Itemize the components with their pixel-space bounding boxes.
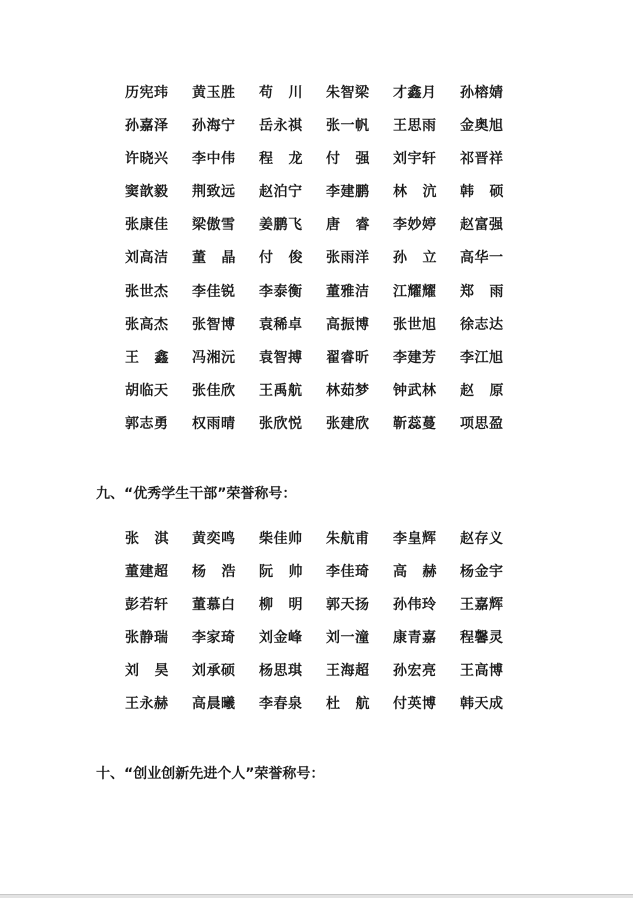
name-cell: 金奥旭 [460,118,504,135]
name-cell: 郭天扬 [326,597,370,614]
name-cell: 付英博 [393,696,437,713]
name-cell: 李妙婷 [393,217,437,234]
name-cell: 康青嘉 [393,630,437,647]
name-cell: 胡临天 [125,382,169,399]
name-cell: 韩天成 [460,696,504,713]
name-cell: 岳永祺 [259,118,303,135]
name-cell: 才鑫月 [393,85,437,101]
name-cell: 孙宏亮 [393,663,437,680]
name-cell: 张建欣 [326,415,370,432]
name-cell: 孙 立 [393,250,437,267]
name-cell: 柳 明 [259,597,303,614]
name-cell: 张康佳 [125,217,169,234]
name-cell: 杜 航 [326,696,370,713]
name-cell: 杨 浩 [192,564,236,581]
name-cell: 王禹航 [259,382,303,399]
name-cell: 朱智梁 [326,85,370,101]
name-cell: 权雨晴 [192,415,236,432]
name-cell: 祁晋祥 [460,151,504,168]
name-cell: 王嘉辉 [460,597,504,614]
name-cell: 韩 硕 [460,184,504,201]
name-cell: 董雅洁 [326,283,370,300]
name-cell: 王海超 [326,663,370,680]
name-cell: 朱航甫 [326,531,370,547]
name-cell: 赵泊宁 [259,184,303,201]
name-cell: 李中伟 [192,151,236,168]
name-cell: 梁傲雪 [192,217,236,234]
name-cell: 袁智搏 [259,349,303,366]
name-cell: 刘宇轩 [393,151,437,168]
name-cell: 张高杰 [125,316,169,333]
name-list-continued [125,77,504,441]
name-cell: 李佳锐 [192,283,236,300]
name-cell: 靳蕊蔓 [393,415,437,432]
name-cell: 王高博 [460,663,504,680]
name-cell: 窦歆毅 [125,184,169,201]
name-cell: 王 鑫 [125,349,169,366]
name-cell: 许晓兴 [125,151,169,168]
page-bottom-edge [0,894,633,898]
name-cell: 孙嘉泽 [125,118,169,135]
name-cell: 杨金宇 [460,564,504,581]
name-cell: 张雨洋 [326,250,370,267]
name-cell: 刘高洁 [125,250,169,267]
name-cell: 江耀耀 [393,283,437,300]
name-cell: 李家琦 [192,630,236,647]
name-cell: 董慕白 [192,597,236,614]
name-cell: 赵存义 [460,531,504,547]
name-cell: 李建芳 [393,349,437,366]
name-cell: 李泰衡 [259,283,303,300]
name-cell: 唐 睿 [326,217,370,234]
name-cell: 黄玉胜 [192,85,236,101]
name-cell: 刘 昊 [125,663,169,680]
name-cell: 董建超 [125,564,169,581]
name-cell: 张 淇 [125,531,169,547]
name-cell: 高振博 [326,316,370,333]
name-cell: 刘金峰 [259,630,303,647]
name-cell: 李建鹏 [326,184,370,201]
name-cell: 项思盈 [460,415,504,432]
name-cell: 黄奕鸣 [192,531,236,547]
name-cell: 郭志勇 [125,415,169,432]
name-cell: 刘一潼 [326,630,370,647]
name-cell: 姜鹏飞 [259,217,303,234]
name-cell: 张世旭 [393,316,437,333]
name-cell: 孙榕婧 [460,85,504,101]
name-cell: 孙海宁 [192,118,236,135]
name-cell: 高华一 [460,250,504,267]
name-cell: 林 沆 [393,184,437,201]
name-cell: 孙伟玲 [393,597,437,614]
section-heading-innovation-individuals: 十、“创业创新先进个人”荣誉称号： [96,766,325,782]
name-cell: 高晨曦 [192,696,236,713]
name-cell: 李皇辉 [393,531,437,547]
name-cell: 刘承硕 [192,663,236,680]
name-cell: 高 赫 [393,564,437,581]
name-cell: 付 强 [326,151,370,168]
name-cell: 董 晶 [192,250,236,267]
name-cell: 张智博 [192,316,236,333]
name-cell: 李江旭 [460,349,504,366]
name-cell: 柴佳帅 [259,531,303,547]
name-cell: 翟睿昕 [326,349,370,366]
name-cell: 张佳欣 [192,382,236,399]
name-cell: 袁稀卓 [259,316,303,333]
name-cell: 冯湘沅 [192,349,236,366]
name-cell: 彭若轩 [125,597,169,614]
name-cell: 王永赫 [125,696,169,713]
name-cell: 郑 雨 [460,283,504,300]
section-heading-outstanding-cadres: 九、“优秀学生干部”荣誉称号： [96,486,297,502]
name-cell: 张世杰 [125,283,169,300]
name-cell: 程 龙 [259,151,303,168]
name-cell: 杨思琪 [259,663,303,680]
name-cell: 赵 原 [460,382,504,399]
name-cell: 李佳琦 [326,564,370,581]
name-cell: 王思雨 [393,118,437,135]
name-cell: 阮 帅 [259,564,303,581]
name-cell: 付 俊 [259,250,303,267]
name-cell: 程馨灵 [460,630,504,647]
name-cell: 徐志达 [460,316,504,333]
name-cell: 张静瑞 [125,630,169,647]
name-cell: 赵富强 [460,217,504,234]
name-cell: 钟武林 [393,382,437,399]
name-cell: 林茹梦 [326,382,370,399]
name-list-outstanding-cadres [125,523,504,722]
name-cell: 荆致远 [192,184,236,201]
name-cell: 张欣悦 [259,415,303,432]
name-cell: 张一帆 [326,118,370,135]
name-cell: 李春泉 [259,696,303,713]
name-cell: 苟 川 [259,85,303,101]
name-cell: 历宪玮 [125,85,169,101]
